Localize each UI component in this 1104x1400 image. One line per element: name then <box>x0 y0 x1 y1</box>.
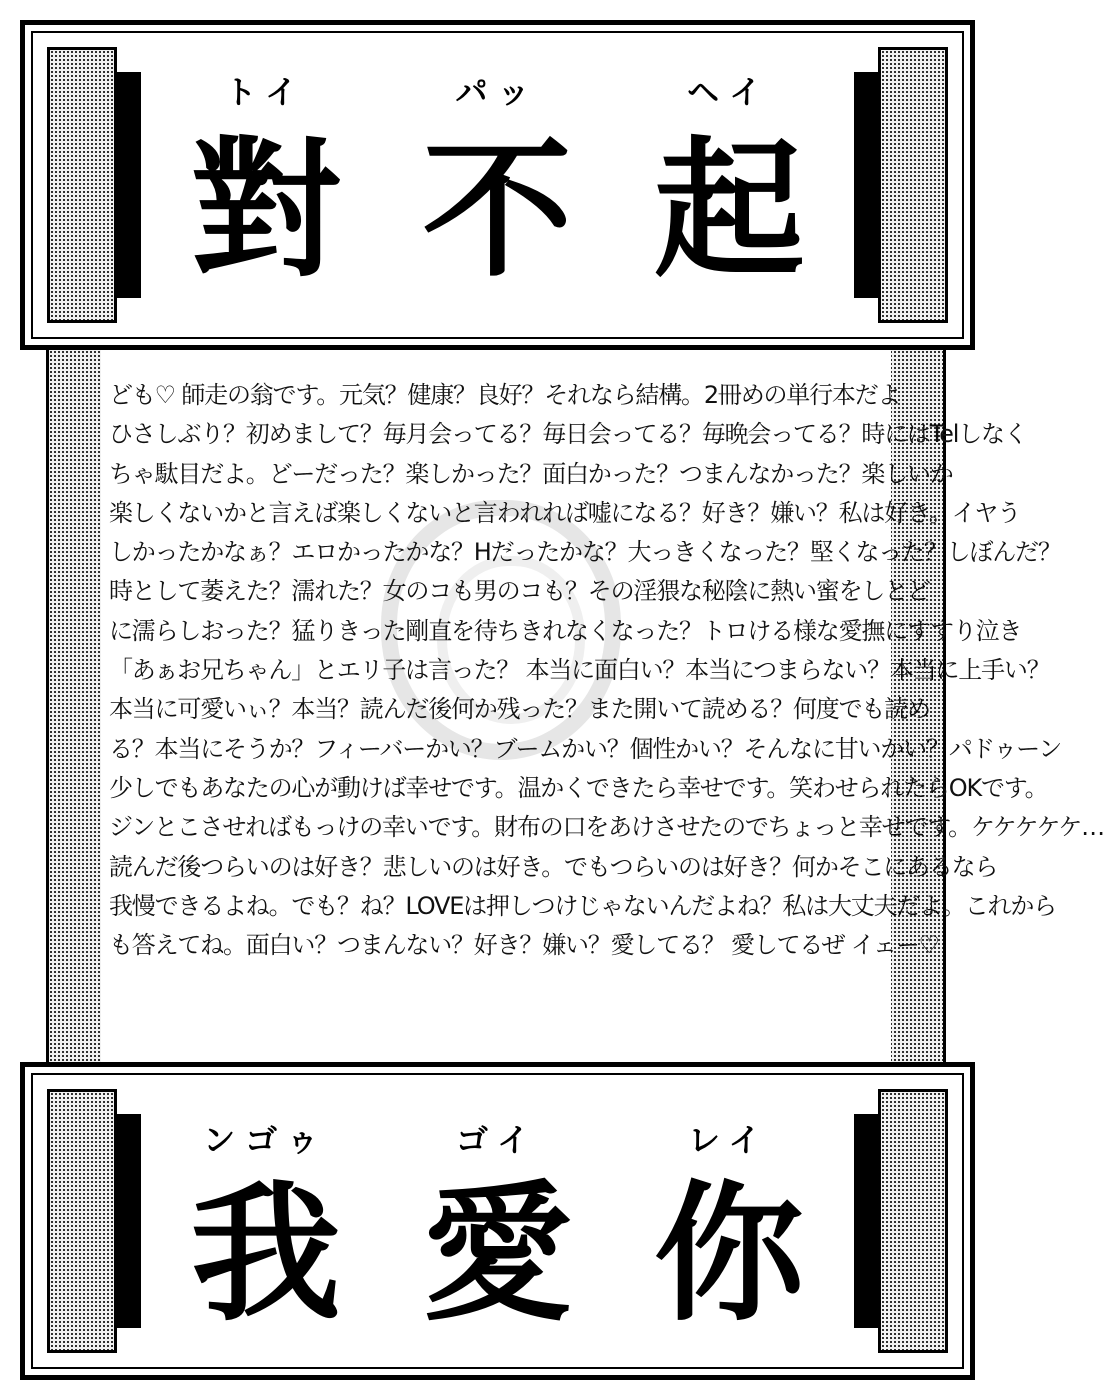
heading-char-3: 起 <box>654 122 805 298</box>
essay-line: ども♡ 師走の翁です。元気？健康？良好？それなら結構。2冊めの単行本だよ <box>109 381 901 409</box>
essay-line: 我慢できるよね。でも？ね？LOVEは押しつけじゃないんだよね？私は大丈夫だよ。これから <box>109 891 1056 920</box>
ruby-rei: レイ <box>687 1121 771 1159</box>
heading-row-bottom <box>150 1166 845 1342</box>
essay-line: ジンとこさせればもっけの幸いです。財布の口をあけさせたのでちょっと幸せです。ケケケケケ… <box>109 813 1104 842</box>
essay-line: 読んだ後つらいのは好き？悲しいのは好き。でもつらいのは好き？何かそこにあるなら <box>109 852 998 881</box>
essay-text <box>109 376 1104 965</box>
ruby-pa: パッ <box>455 73 540 111</box>
heading-char-2: 不 <box>422 122 573 298</box>
ruby-row-top <box>150 67 845 117</box>
title-panel-bottom <box>20 1062 975 1380</box>
screentone-left <box>47 47 117 323</box>
essay-line: に濡らしおった？猛りきった剛直を待ちきれなくなった？トロける様な愛撫にすすり泣き <box>109 616 1022 645</box>
title-area-top <box>150 53 845 317</box>
heading-char-1: 我 <box>190 1166 341 1342</box>
heading-char-3: 你 <box>654 1166 805 1342</box>
heading-char-2: 愛 <box>422 1166 573 1342</box>
ruby-ngou: ンゴゥ <box>203 1121 329 1159</box>
essay-line: 少しでもあなたの心が動けば幸せです。温かくできたら幸せです。笑わせられたらOKです。 <box>109 773 1048 802</box>
ruby-toi: トイ <box>224 73 308 111</box>
essay-line: 本当に可愛いぃ？本当？読んだ後何か残った？また開いて読める？何度でも読め <box>109 695 930 724</box>
essay-line: 楽しくないかと言えば楽しくないと言われれば嘘になる？好き？嫌い？私は好き。イヤう <box>109 498 1021 527</box>
essay-line: る？本当にそうか？フィーバーかい？ブームかい？個性かい？そんなに甘いかい？パドゥーン <box>109 734 1062 763</box>
ruby-goi: ゴイ <box>455 1121 539 1159</box>
screentone-right <box>878 1089 948 1353</box>
essay-line: 「あぁお兄ちゃん」とエリ子は言った？ 本当に面白い？本当につまらない？本当に上手い？ <box>109 656 1050 685</box>
ruby-hei: ヘイ <box>687 73 772 111</box>
screentone-right <box>878 47 948 323</box>
text-frame <box>46 350 1104 1062</box>
essay-line: ひさしぶり？初めまして？毎月会ってる？毎日会ってる？毎晩会ってる？時にはTelしなく <box>109 420 1027 449</box>
title-panel-top <box>20 20 975 350</box>
essay-line: ちゃ駄目だよ。どーだった？楽しかった？面白かった？つまんなかった？楽しいか <box>109 459 953 488</box>
essay-line: しかったかなぁ？エロかったかな？Hだったかな？大っきくなった？堅くなった？しぼんだ？ <box>109 538 1061 567</box>
heading-row-top <box>150 122 845 298</box>
screentone-left <box>47 1089 117 1353</box>
heading-char-1: 對 <box>190 122 341 298</box>
ruby-row-bottom <box>150 1115 845 1165</box>
essay-line: も答えてね。面白い？つまんない？好き？嫌い？愛してる？ 愛してるぜ イェー♡ <box>109 931 939 960</box>
essay-line: 時として萎えた？濡れた？女のコも男のコも？その淫猥な秘陰に熱い蜜をしとど <box>109 577 930 606</box>
title-area-bottom <box>150 1095 845 1347</box>
text-area <box>101 350 1104 1062</box>
